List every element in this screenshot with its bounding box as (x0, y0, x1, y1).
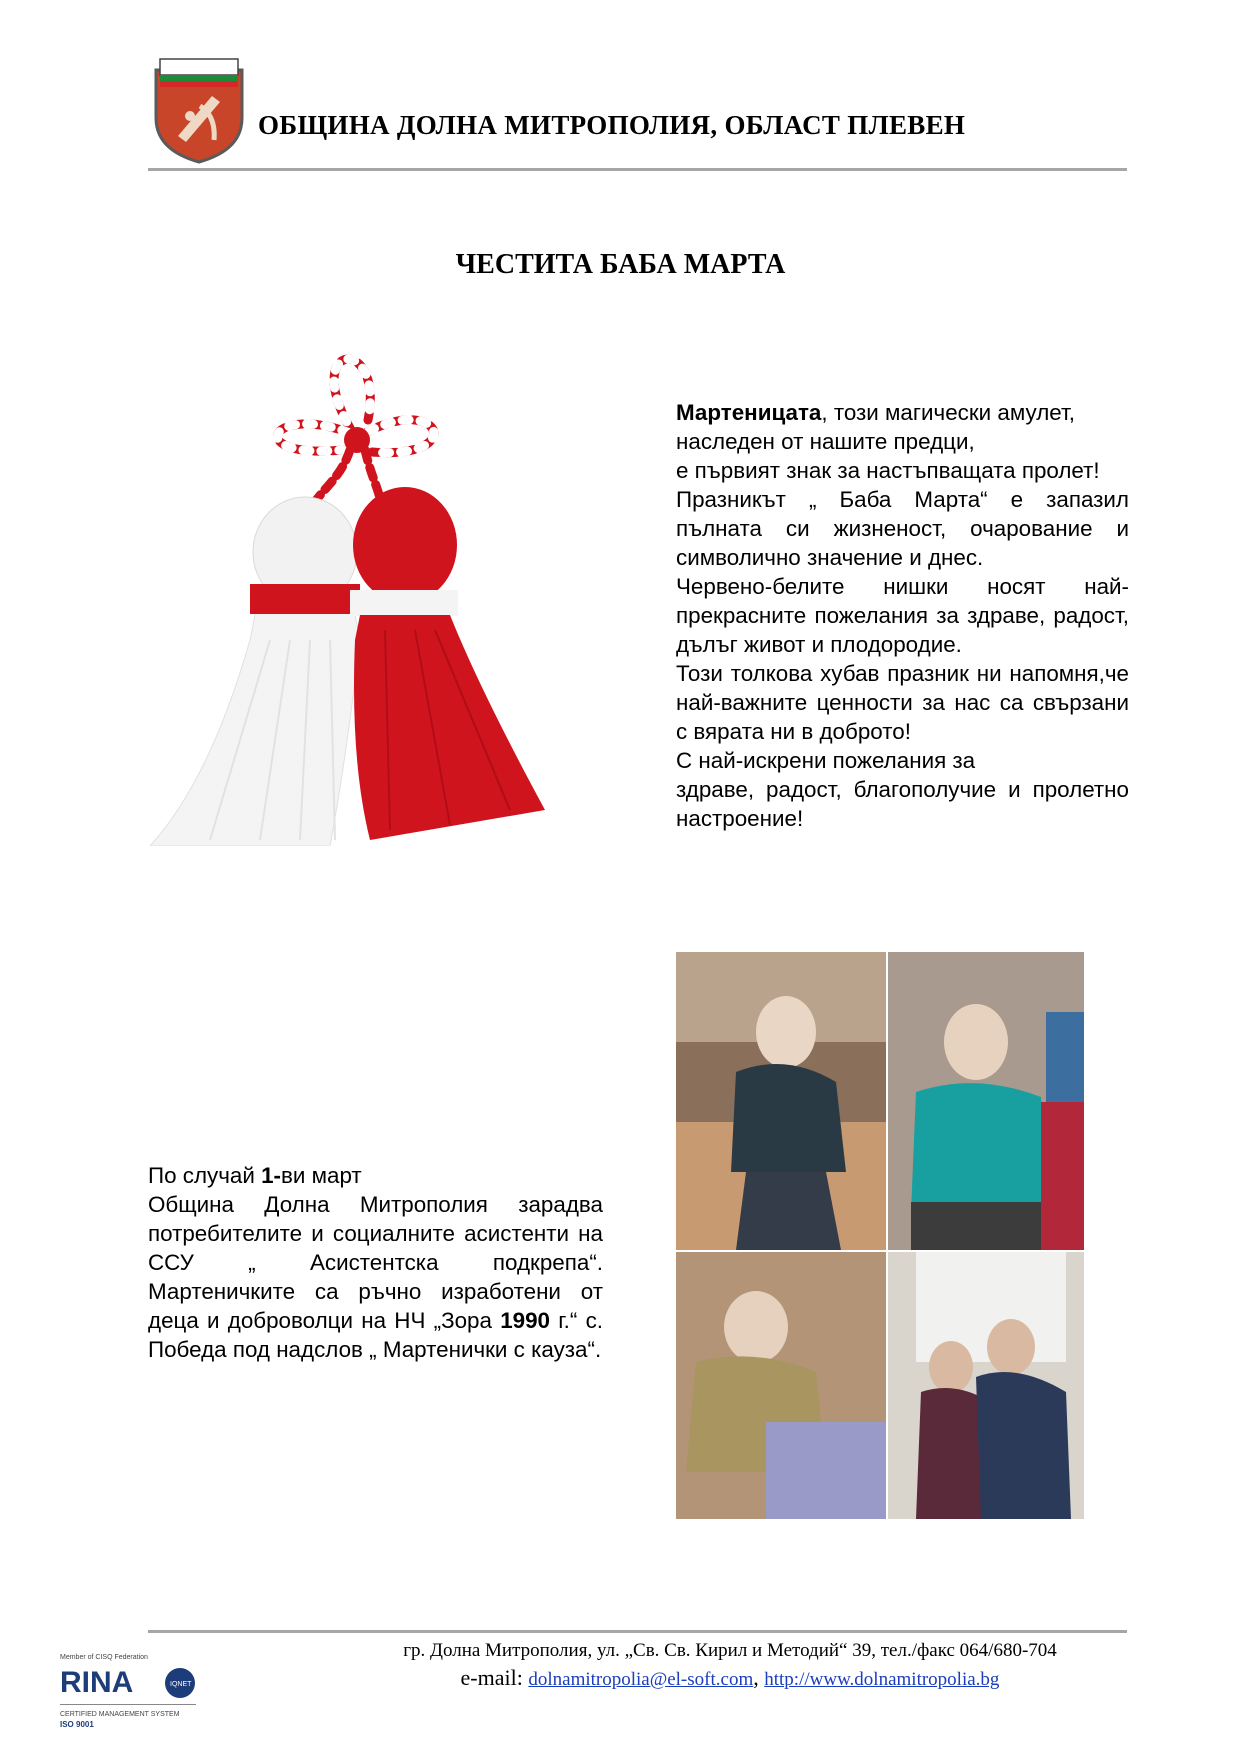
svg-text:ISO 9001: ISO 9001 (60, 1720, 94, 1729)
website-link[interactable]: http://www.dolnamitropolia.bg (764, 1669, 1000, 1690)
message-paragraph: С най-искрени пожелания за (676, 748, 976, 773)
certification-logo (58, 1650, 198, 1730)
message-keyword: Мартеницата (676, 400, 822, 425)
organization-name: ОБЩИНА ДОЛНА МИТРОПОЛИЯ, ОБЛАСТ ПЛЕВЕН (258, 110, 966, 140)
martenitsa-image (150, 340, 586, 846)
footer-divider (148, 1630, 1127, 1633)
message-paragraph: здраве, радост, благополучие и пролетно настроение! (676, 777, 1129, 831)
svg-text:IQNET: IQNET (170, 1681, 192, 1688)
footer-address: гр. Долна Митрополия, ул. „Св. Св. Кирил и Методий“ 39, тел./факс 064/680-704 (403, 1640, 1057, 1661)
svg-text:Member of CISQ Federation: Member of CISQ Federation (60, 1654, 148, 1661)
photo-elderly-couple (888, 1252, 1084, 1519)
email-label: e-mail: (460, 1665, 529, 1690)
email-link[interactable]: dolnamitropolia@el-soft.com (528, 1669, 754, 1690)
photo-collage (676, 952, 1084, 1519)
svg-text:CERTIFIED MANAGEMENT SYSTEM: CERTIFIED MANAGEMENT SYSTEM (60, 1711, 180, 1718)
message-paragraph: Празникът „ Баба Марта“ е запазил пълната си жизненост, очарование и символично значение и днес. (676, 487, 1129, 570)
header-divider (148, 168, 1127, 171)
photo-elderly-woman-teal-sweater (888, 952, 1084, 1250)
municipality-coat-of-arms (150, 56, 248, 164)
occasion-text: По случай 1-ви март Община Долна Митрополия зарадва потребителите и социалните асистенти на ССУ „ Асистентска подкрепа“. Мартеничките са ръчно изработени от деца и доброволци на НЧ „Зора 1990 г.“ с. Победа под надслов „ Мартенички с кауза“. (148, 1163, 604, 1362)
photo-elderly-woman-table (676, 1252, 886, 1519)
footer-contacts: e-mail: dolnamitropolia@el-soft.com, http://www.dolnamitropolia.bg (460, 1665, 1000, 1690)
message-paragraph: Този толкова хубав празник ни напомня,че най-важните ценности за нас са свързани с вярата ни в доброто! (676, 661, 1129, 744)
greeting-message: Мартеницата, този магически амулет, наследен от нашите предци, е първият знак за настъпващата пролет! Празникът „ Баба Марта“ е запазил пълната си жизненост, очарование и символично значение и днес. Червено-белите нишки носят най-прекрасните пожелания за здраве, радост, дълъг живот и плодородие. Този толкова хубав празник ни напомня,че най-важните ценности за нас са свързани с вярата ни в доброто! С най-искрени пожелания за здраве, радост, благополучие и пролетно настроение! (676, 400, 1129, 831)
photo-elderly-woman-sofa (676, 952, 886, 1250)
page-title: ЧЕСТИТА БАБА МАРТА (455, 249, 786, 280)
message-paragraph: е първият знак за настъпващата пролет! (676, 458, 1100, 483)
message-paragraph: Червено-белите нишки носят най-прекрасните пожелания за здраве, радост, дълъг живот и плодородие. (676, 574, 1129, 657)
svg-text:RINA: RINA (60, 1666, 134, 1699)
